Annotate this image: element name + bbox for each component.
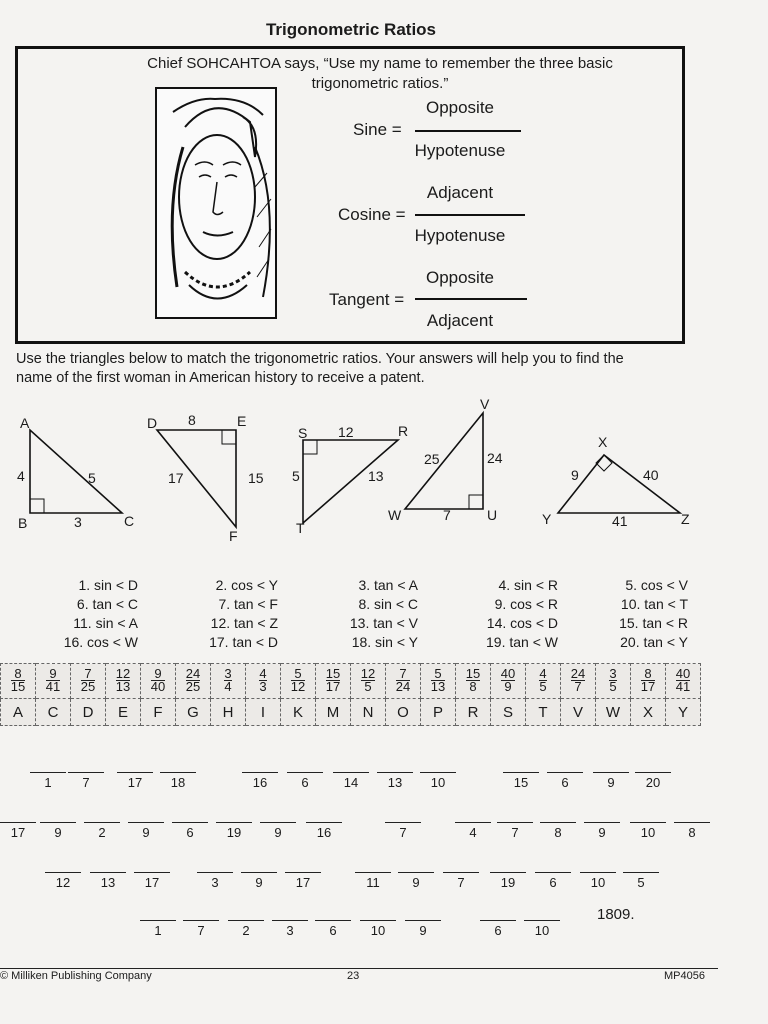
sine-fraction-bar <box>415 130 521 132</box>
footer-publisher: © Milliken Publishing Company <box>0 970 152 982</box>
cosine-label: Cosine = <box>338 205 406 224</box>
answer-blank[interactable] <box>355 872 391 873</box>
key-letter: K <box>281 699 316 726</box>
key-denominator: 3 <box>259 679 267 694</box>
answer-question-number: 10 <box>370 923 386 938</box>
sine-denominator: Hypotenuse <box>414 141 506 160</box>
vertex-b: B <box>18 515 28 531</box>
answer-question-number: 6 <box>561 775 569 790</box>
answer-question-number: 10 <box>590 875 606 890</box>
questions-col-1 <box>18 576 138 652</box>
answer-blank[interactable] <box>547 772 583 773</box>
question-7: 7. tan < F <box>218 596 278 612</box>
key-denominator: 7 <box>574 679 582 694</box>
answer-blank[interactable] <box>405 920 441 921</box>
answer-blank[interactable] <box>480 920 516 921</box>
key-fraction-cell <box>491 664 526 699</box>
answer-question-number: 6 <box>549 875 557 890</box>
answer-blank[interactable] <box>580 872 616 873</box>
key-letter: X <box>631 699 666 726</box>
sine-numerator: Opposite <box>425 98 495 117</box>
vertex-z: Z <box>681 511 690 527</box>
vertex-u: U <box>487 507 498 523</box>
side-ef: 15 <box>248 470 264 486</box>
key-numerator: 3 <box>224 666 232 681</box>
question-15: 15. tan < R <box>619 615 688 631</box>
side-wu: 7 <box>443 507 451 523</box>
instructions <box>16 350 696 388</box>
question-5: 5. cos < V <box>625 577 688 593</box>
answer-question-number: 8 <box>554 825 562 840</box>
answer-question-number: 10 <box>430 775 446 790</box>
key-numerator: 7 <box>396 668 410 681</box>
key-numerator: 12 <box>115 666 131 681</box>
answer-question-number: 17 <box>127 775 143 790</box>
key-fraction-cell <box>351 664 386 699</box>
answer-blank[interactable] <box>497 822 533 823</box>
chief-portrait-illustration <box>155 87 277 319</box>
question-3: 3. tan < A <box>358 577 418 593</box>
answer-blank[interactable] <box>377 772 413 773</box>
answer-blank[interactable] <box>172 822 208 823</box>
key-letter: P <box>421 699 456 726</box>
key-numerator: 15 <box>465 666 481 681</box>
key-letter: V <box>561 699 596 726</box>
answer-blank[interactable] <box>183 920 219 921</box>
answer-question-number: 18 <box>170 775 186 790</box>
key-numerator: 3 <box>609 666 617 681</box>
question-8: 8. sin < C <box>358 596 418 612</box>
key-fraction-cell <box>421 664 456 699</box>
answer-question-number: 7 <box>399 825 407 840</box>
vertex-f: F <box>229 528 238 544</box>
key-fraction <box>326 668 340 693</box>
answer-question-number: 19 <box>500 875 516 890</box>
key-fraction <box>501 668 515 693</box>
answer-question-number: 7 <box>197 923 205 938</box>
key-letter: Y <box>666 699 701 726</box>
key-fraction-cell <box>106 664 141 699</box>
vertex-x: X <box>598 434 608 450</box>
key-fraction <box>361 668 375 693</box>
question-19: 19. tan < W <box>486 634 558 650</box>
side-yz: 41 <box>612 513 628 529</box>
tangent-denominator: Adjacent <box>426 311 494 330</box>
answer-blank[interactable] <box>503 772 539 773</box>
key-fraction-row <box>1 664 701 699</box>
answer-blank[interactable] <box>535 872 571 873</box>
questions-col-3 <box>308 576 418 652</box>
answer-question-number: 14 <box>343 775 359 790</box>
key-numerator: 40 <box>500 666 516 681</box>
key-fraction <box>81 668 95 693</box>
questions-col-2 <box>168 576 278 652</box>
key-fraction-cell <box>561 664 596 699</box>
key-numerator: 4 <box>539 666 547 681</box>
answer-blank[interactable] <box>140 920 176 921</box>
answer-question-number: 1 <box>154 923 162 938</box>
key-fraction-cell <box>36 664 71 699</box>
intro-line-2: trigonometric ratios.” <box>311 75 449 92</box>
key-letter: I <box>246 699 281 726</box>
key-fraction <box>466 668 480 693</box>
key-letter-row <box>1 699 701 726</box>
question-12: 12. tan < Z <box>210 615 278 631</box>
answer-question-number: 17 <box>295 875 311 890</box>
key-letter: G <box>176 699 211 726</box>
side-vu: 24 <box>487 450 503 466</box>
key-denominator: 5 <box>539 679 547 694</box>
questions-col-4 <box>438 576 558 652</box>
answer-question-number: 3 <box>211 875 219 890</box>
cosine-fraction-bar <box>415 214 525 216</box>
answer-blank[interactable] <box>260 822 296 823</box>
key-denominator: 40 <box>150 679 166 694</box>
vertex-s: S <box>298 425 308 441</box>
key-fraction <box>259 668 266 693</box>
question-9: 9. cos < R <box>494 596 558 612</box>
key-fraction <box>676 668 690 693</box>
side-ab: 4 <box>17 468 25 484</box>
answer-question-number: 9 <box>598 825 606 840</box>
key-numerator: 24 <box>570 666 586 681</box>
answer-question-number: 16 <box>252 775 268 790</box>
key-denominator: 41 <box>45 679 61 694</box>
answer-question-number: 1 <box>44 775 52 790</box>
key-fraction <box>151 668 165 693</box>
vertex-y: Y <box>542 511 552 527</box>
question-18: 18. sin < Y <box>351 634 418 650</box>
vertex-e: E <box>237 413 247 429</box>
answer-question-number: 10 <box>640 825 656 840</box>
side-st: 5 <box>292 468 300 484</box>
key-fraction <box>186 668 200 693</box>
key-numerator: 5 <box>431 668 445 681</box>
key-fraction-cell <box>526 664 561 699</box>
answer-blank[interactable] <box>40 822 76 823</box>
key-fraction <box>431 668 445 693</box>
question-14: 14. cos < D <box>486 615 558 631</box>
key-numerator: 24 <box>185 666 201 681</box>
key-letter: W <box>596 699 631 726</box>
answer-blank[interactable] <box>593 772 629 773</box>
answer-blank[interactable] <box>84 822 120 823</box>
key-denominator: 25 <box>80 679 96 694</box>
key-numerator: 9 <box>46 668 60 681</box>
answer-question-number: 20 <box>645 775 661 790</box>
key-denominator: 41 <box>675 679 691 694</box>
key-letter: D <box>71 699 106 726</box>
answer-question-number: 9 <box>419 923 427 938</box>
question-4: 4. sin < R <box>498 577 558 593</box>
key-denominator: 13 <box>115 679 131 694</box>
key-fraction <box>539 668 546 693</box>
key-letter: C <box>36 699 71 726</box>
answer-blank[interactable] <box>216 822 252 823</box>
question-16: 16. cos < W <box>63 634 138 650</box>
answer-question-number: 9 <box>412 875 420 890</box>
cosine-numerator: Adjacent <box>426 183 494 202</box>
key-fraction <box>11 668 25 693</box>
question-6: 6. tan < C <box>76 596 138 612</box>
answer-question-number: 9 <box>255 875 263 890</box>
question-11: 11. sin < A <box>73 615 138 631</box>
answer-blank[interactable] <box>315 920 351 921</box>
side-de: 8 <box>188 412 196 428</box>
key-fraction-cell <box>211 664 246 699</box>
answer-question-number: 9 <box>142 825 150 840</box>
key-fraction-cell <box>666 664 701 699</box>
answer-blank[interactable] <box>241 872 277 873</box>
answer-blank[interactable] <box>333 772 369 773</box>
answer-question-number: 17 <box>10 825 26 840</box>
vertex-r: R <box>398 423 409 439</box>
key-denominator: 13 <box>430 679 446 694</box>
patent-year: 1809. <box>597 906 635 923</box>
key-numerator: 15 <box>325 666 341 681</box>
answer-question-number: 13 <box>100 875 116 890</box>
key-fraction <box>291 668 305 693</box>
answer-question-number: 3 <box>286 923 294 938</box>
answer-blank[interactable] <box>398 872 434 873</box>
page-title: Trigonometric Ratios <box>265 20 437 39</box>
vertex-c: C <box>124 513 135 529</box>
answer-blank[interactable] <box>360 920 396 921</box>
answer-question-number: 12 <box>55 875 71 890</box>
answer-blank[interactable] <box>630 822 666 823</box>
key-fraction-cell <box>246 664 281 699</box>
answer-question-number: 5 <box>637 875 645 890</box>
vertex-w: W <box>388 507 402 523</box>
answer-question-number: 6 <box>494 923 502 938</box>
answer-question-number: 17 <box>144 875 160 890</box>
key-denominator: 17 <box>640 679 656 694</box>
key-fraction <box>571 668 585 693</box>
key-denominator: 5 <box>364 679 372 694</box>
answer-blank[interactable] <box>117 772 153 773</box>
answer-blank[interactable] <box>90 872 126 873</box>
answer-question-number: 7 <box>511 825 519 840</box>
key-letter: M <box>316 699 351 726</box>
key-denominator: 25 <box>185 679 201 694</box>
key-fraction-cell <box>316 664 351 699</box>
key-fraction <box>609 668 616 693</box>
answer-question-number: 6 <box>186 825 194 840</box>
answer-question-number: 8 <box>688 825 696 840</box>
answer-question-number: 2 <box>98 825 106 840</box>
answer-question-number: 6 <box>329 923 337 938</box>
footer-rule <box>0 968 718 969</box>
answer-blank[interactable] <box>455 822 491 823</box>
answer-blank[interactable] <box>674 822 710 823</box>
key-numerator: 8 <box>11 668 25 681</box>
key-letter: F <box>141 699 176 726</box>
answer-blank[interactable] <box>45 872 81 873</box>
key-fraction-cell <box>631 664 666 699</box>
key-letter: R <box>456 699 491 726</box>
key-letter: N <box>351 699 386 726</box>
question-20: 20. tan < Y <box>620 634 688 650</box>
answer-blank[interactable] <box>623 872 659 873</box>
answer-blank[interactable] <box>285 872 321 873</box>
vertex-t: T <box>296 520 305 536</box>
vertex-d: D <box>147 415 158 431</box>
answer-question-number: 4 <box>469 825 477 840</box>
question-10: 10. tan < T <box>620 596 688 612</box>
answer-blank[interactable] <box>524 920 560 921</box>
key-denominator: 5 <box>609 679 617 694</box>
tangent-fraction-bar <box>415 298 527 300</box>
key-denominator: 4 <box>224 679 232 694</box>
answer-blank[interactable] <box>160 772 196 773</box>
answer-question-number: 13 <box>387 775 403 790</box>
key-numerator: 12 <box>360 666 376 681</box>
key-fraction <box>116 668 130 693</box>
answer-blank[interactable] <box>635 772 671 773</box>
answer-question-number: 9 <box>607 775 615 790</box>
key-fraction <box>46 668 60 693</box>
key-denominator: 15 <box>10 679 26 694</box>
key-letter: E <box>106 699 141 726</box>
key-numerator: 40 <box>675 666 691 681</box>
instructions-line-1: Use the triangles below to match the trigonometric ratios. Your answers will help you to find the <box>16 351 624 367</box>
question-13: 13. tan < V <box>349 615 418 631</box>
key-letter: S <box>491 699 526 726</box>
key-numerator: 9 <box>151 668 165 681</box>
key-fraction-cell <box>456 664 491 699</box>
side-sr: 12 <box>338 424 354 440</box>
side-xz: 40 <box>643 467 659 483</box>
answer-question-number: 6 <box>301 775 309 790</box>
answer-blank[interactable] <box>540 822 576 823</box>
key-fraction <box>641 668 655 693</box>
key-denominator: 12 <box>290 679 306 694</box>
answer-question-number: 2 <box>242 923 250 938</box>
key-denominator: 9 <box>504 679 512 694</box>
answer-blank[interactable] <box>0 822 36 823</box>
answer-blank[interactable] <box>272 920 308 921</box>
key-letter: T <box>526 699 561 726</box>
key-fraction-cell <box>596 664 631 699</box>
side-df: 17 <box>168 470 184 486</box>
key-fraction <box>396 668 410 693</box>
key-fraction-cell <box>281 664 316 699</box>
answer-blank[interactable] <box>128 822 164 823</box>
answer-blank[interactable] <box>306 822 342 823</box>
side-xy: 9 <box>571 467 579 483</box>
key-letter: O <box>386 699 421 726</box>
side-bc: 3 <box>74 514 82 530</box>
answer-blank[interactable] <box>443 872 479 873</box>
key-numerator: 5 <box>291 668 305 681</box>
answer-key-table <box>0 663 701 726</box>
answer-question-number: 16 <box>316 825 332 840</box>
answer-blank[interactable] <box>197 872 233 873</box>
key-letter: H <box>211 699 246 726</box>
cosine-denominator: Hypotenuse <box>414 226 506 245</box>
key-fraction-cell <box>386 664 421 699</box>
question-17: 17. tan < D <box>209 634 278 650</box>
answer-blank[interactable] <box>490 872 526 873</box>
answer-blank[interactable] <box>584 822 620 823</box>
answer-blank[interactable] <box>134 872 170 873</box>
key-letter: A <box>1 699 36 726</box>
answer-question-number: 19 <box>226 825 242 840</box>
answer-question-number: 15 <box>513 775 529 790</box>
side-ac: 5 <box>88 470 96 486</box>
answer-question-number: 9 <box>54 825 62 840</box>
key-fraction-cell <box>71 664 106 699</box>
question-1: 1. sin < D <box>78 577 138 593</box>
vertex-a: A <box>20 415 30 431</box>
key-numerator: 8 <box>641 668 655 681</box>
side-vw: 25 <box>424 451 440 467</box>
answer-blank[interactable] <box>68 772 104 773</box>
key-numerator: 7 <box>81 668 95 681</box>
intro-line-1: Chief SOHCAHTOA says, “Use my name to remember the three basic <box>147 55 613 72</box>
key-fraction-cell <box>176 664 211 699</box>
footer-code: MP4056 <box>664 970 705 982</box>
answer-question-number: 7 <box>82 775 90 790</box>
key-denominator: 17 <box>325 679 341 694</box>
answer-question-number: 7 <box>457 875 465 890</box>
answer-blank[interactable] <box>385 822 421 823</box>
key-denominator: 24 <box>395 679 411 694</box>
answer-blank[interactable] <box>287 772 323 773</box>
answer-blank[interactable] <box>228 920 264 921</box>
answer-blank[interactable] <box>420 772 456 773</box>
tangent-label: Tangent = <box>329 290 405 309</box>
answer-question-number: 9 <box>274 825 282 840</box>
instructions-line-2: name of the first woman in American history to receive a patent. <box>16 370 425 386</box>
vertex-v: V <box>480 396 490 412</box>
sine-label: Sine = <box>353 120 402 139</box>
question-2: 2. cos < Y <box>215 577 278 593</box>
tangent-numerator: Opposite <box>425 268 495 287</box>
answer-blank[interactable] <box>242 772 278 773</box>
key-numerator: 4 <box>259 666 267 681</box>
key-fraction-cell <box>141 664 176 699</box>
key-denominator: 8 <box>469 679 477 694</box>
answer-blank[interactable] <box>30 772 66 773</box>
key-fraction <box>224 668 231 693</box>
questions-col-5 <box>578 576 688 652</box>
key-fraction-cell <box>1 664 36 699</box>
answer-question-number: 10 <box>534 923 550 938</box>
footer-page-number: 23 <box>347 970 360 982</box>
side-rt: 13 <box>368 468 384 484</box>
answer-question-number: 11 <box>366 875 380 890</box>
